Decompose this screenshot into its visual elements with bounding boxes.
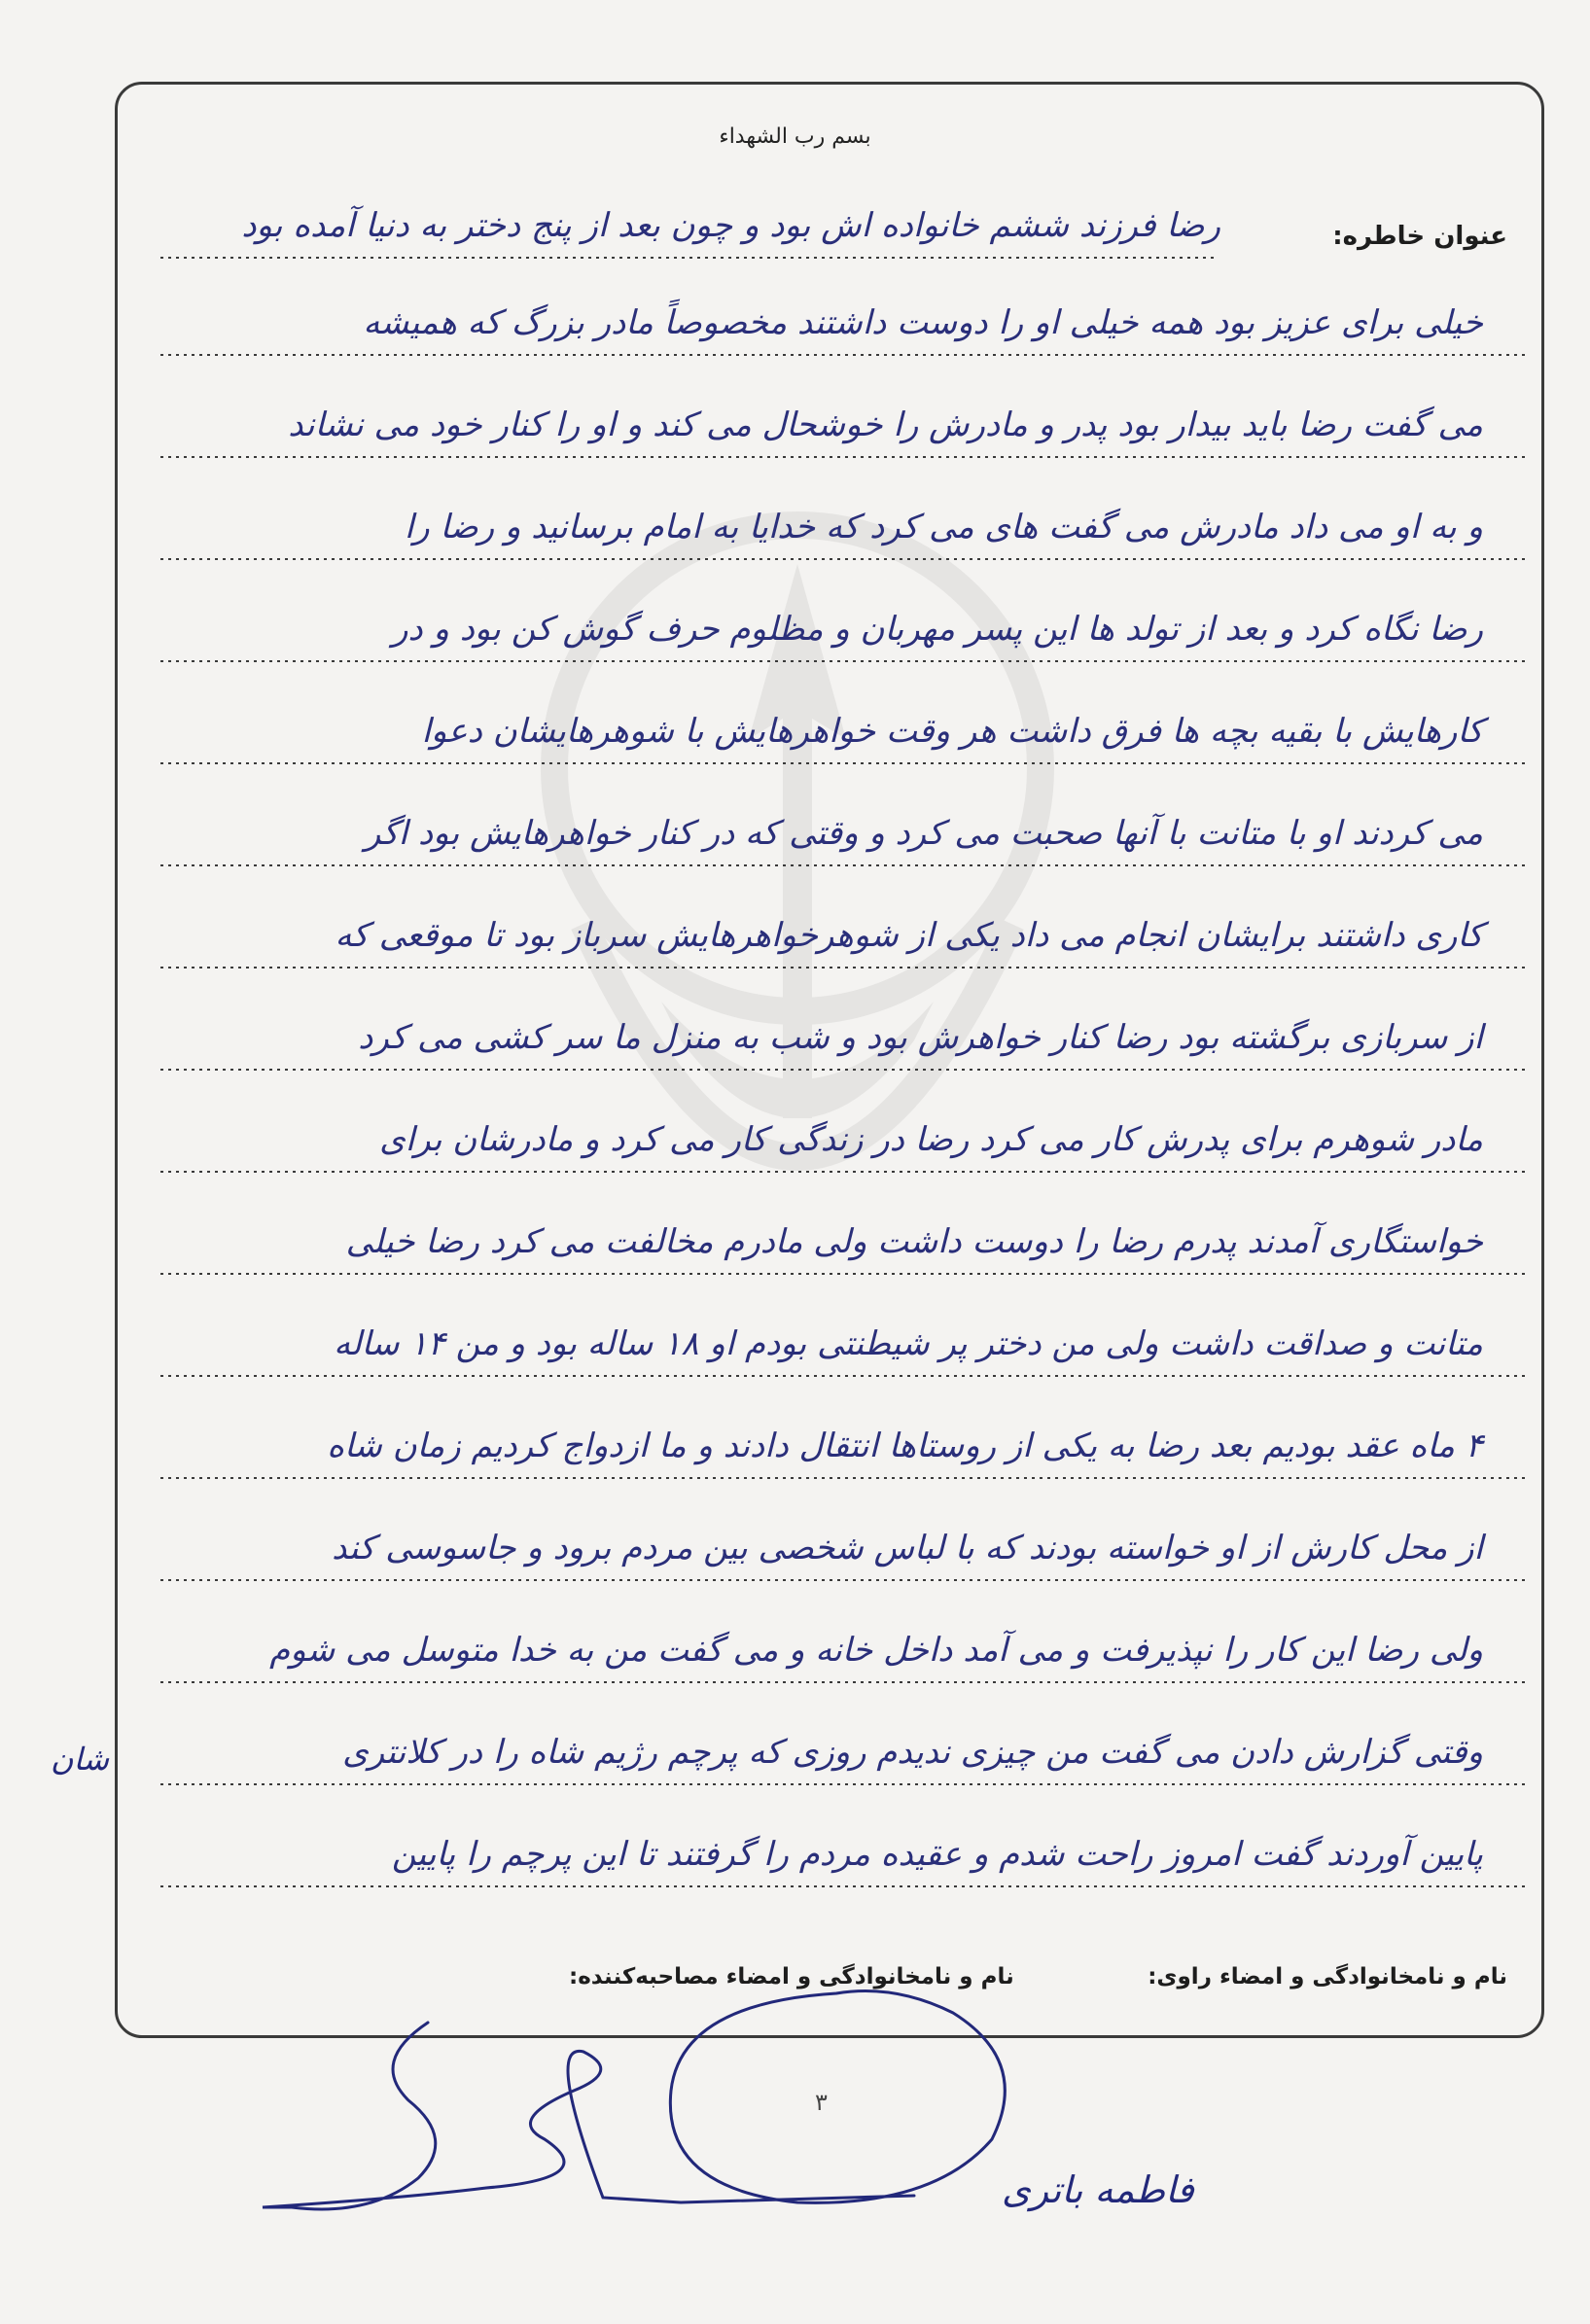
handwritten-line-3: می گفت رضا باید بیدار بود پدر و مادرش را خوشحال می کند و او را کنار خود می نشاند	[288, 405, 1483, 444]
margin-note: شان	[51, 1741, 110, 1778]
handwritten-line-12: متانت و صداقت داشت ولی من دختر پر شیطنتی بودم او ۱۸ ساله بود و من ۱۴ ساله	[334, 1324, 1483, 1363]
handwritten-line-17: پایین آوردند گفت امروز راحت شدم و عقیده مردم را گرفتند تا این پرچم را پایین	[391, 1835, 1483, 1874]
handwritten-line-7: می کردند او با متانت با آنها صحبت می کرد و وقتی که در کنار خواهرهایش بود اگر	[364, 814, 1483, 853]
handwritten-line-14: از محل کارش از او خواسته بودند که با لباس شخصی بین مردم برود و جاسوسی کند	[332, 1529, 1483, 1567]
handwritten-line-2: خیلی برای عزیز بود همه خیلی او را دوست داشتند مخصوصاً مادر بزرگ که همیشه	[363, 303, 1483, 342]
page-title: بسم رب الشهداء	[719, 124, 871, 149]
signature-labels-row	[0, 1964, 1590, 2003]
handwritten-line-13: ۴ ماه عقد بودیم بعد رضا به یکی از روستاها انتقال دادند و ما ازدواج کردیم زمان شاه	[327, 1426, 1483, 1465]
narrator-signature-name: فاطمه باتری	[1002, 2168, 1194, 2211]
handwritten-line-9: از سربازی برگشته بود رضا کنار خواهرش بود و شب به منزل ما سر کشی می کرد	[358, 1018, 1483, 1057]
handwritten-line-1: رضا فرزند ششم خانواده اش بود و چون بعد از پنج دختر به دنیا آمده بود	[241, 206, 1220, 245]
interviewer-signature-label: نام و نامخانوادگی و امضاء مصاحبه‌کننده:	[569, 1964, 1014, 1989]
handwritten-line-4: و به او می داد مادرش می گفت های می کرد که خدایا به امام برسانید و رضا را	[404, 508, 1483, 546]
handwritten-line-15: ولی رضا این کار را نپذیرفت و می آمد داخل خانه و می گفت من به خدا متوسل می شوم	[269, 1631, 1483, 1670]
page-number: ۳	[815, 2089, 828, 2116]
handwritten-line-10: مادر شوهرم برای پدرش کار می کرد رضا در زندگی کار می کرد و مادرشان برای	[379, 1120, 1483, 1159]
handwritten-line-6: کارهایش با بقیه بچه ها فرق داشت هر وقت خواهرهایش با شوهرهایشان دعوا	[421, 712, 1483, 751]
narrator-signature-label: نام و نامخانوادگی و امضاء راوی:	[1148, 1964, 1507, 1989]
handwritten-line-5: رضا نگاه کرد و بعد از تولد ها این پسر مهربان و مظلوم حرف گوش کن بود و در	[392, 610, 1483, 649]
handwritten-line-11: خواستگاری آمدند پدرم رضا را دوست داشت ولی مادرم مخالفت می کرد رضا خیلی	[345, 1222, 1483, 1261]
handwritten-line-8: کاری داشتند برایشان انجام می داد یکی از شوهرخواهرهایش سرباز بود تا موقعی که	[335, 916, 1483, 955]
handwritten-line-16: وقتی گزارش دادن می گفت من چیزی ندیدم روزی که پرچم رژیم شاه را در کلانتری	[342, 1733, 1483, 1772]
memory-title-label: عنوان خاطره:	[1332, 222, 1507, 251]
